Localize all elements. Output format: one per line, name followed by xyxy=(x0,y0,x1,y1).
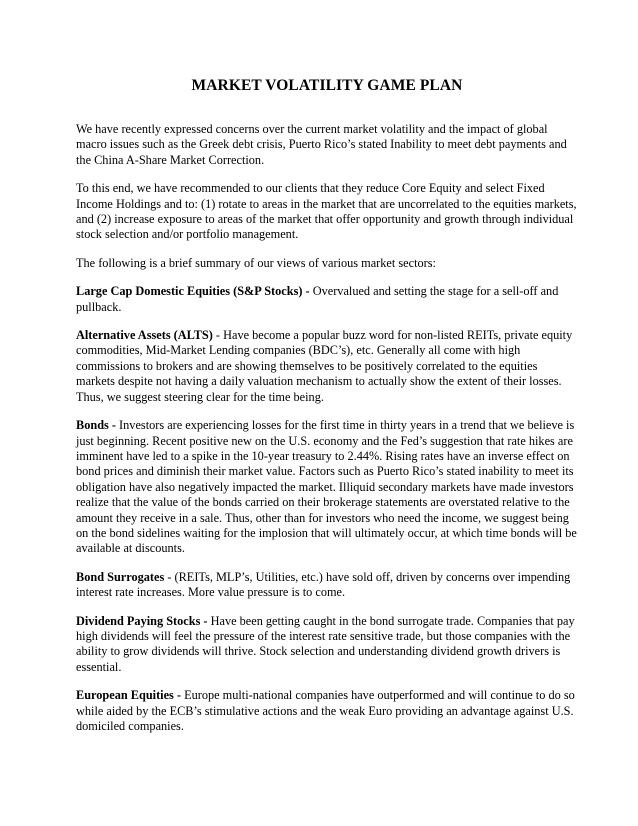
sector-heading: European Equities - xyxy=(76,688,182,703)
sector-paragraph-alts xyxy=(76,328,578,405)
sector-body: Europe multi-national companies have outperformed and will continue to do so while aided by the ECB’s stimulative actions and the weak Euro providing an advantage against U.S. domiciled companies. xyxy=(76,688,575,733)
sector-body: - (REITs, MLP’s, Utilities, etc.) have sold off, driven by concerns over impending interest rate increases. More value pressure is to come. xyxy=(76,569,571,600)
sector-paragraph-european-equities xyxy=(76,688,578,734)
sector-paragraph-large-cap xyxy=(76,284,578,315)
sector-body: Overvalued and setting the stage for a sell-off and pullback. xyxy=(76,284,559,314)
sector-body: - Have become a popular buzz word for non-listed REITs, private equity commodities, Mid-Market Lending companies (BDC’s), etc. Generally all come with high commissions to brokers and are showing themselves to be positively correlated to the equities markets despite not having a daily valuation mechanism to actually show the extent of their losses. Thus, we suggest steering clear for the time being. xyxy=(76,328,573,404)
sector-paragraph-bonds xyxy=(76,418,578,557)
sector-paragraph-bond-surrogates xyxy=(76,570,578,601)
document-title: MARKET VOLATILITY GAME PLAN xyxy=(191,77,463,94)
sector-heading: Large Cap Domestic Equities (S&P Stocks) - xyxy=(76,284,310,299)
sector-paragraph-dividend-stocks xyxy=(76,614,578,676)
intro-paragraph: To this end, we have recommended to our clients that they reduce Core Equity and select Fixed Income Holdings and to: (1) rotate to areas in the market that are uncorrelated to the equities markets, and (2) increase exposure to areas of the market that offer opportunity and growth through individual stock selection and/or portfolio management. xyxy=(76,181,577,242)
sector-heading: Bond Surrogates xyxy=(76,569,165,584)
sector-body: Have been getting caught in the bond surrogate trade. Companies that pay high dividends will feel the pressure of the interest rate sensitive trade, but those companies with the ability to grow dividends will thrive. Stock selection and understanding dividend growth drivers is essential. xyxy=(76,613,575,674)
sector-heading: Dividend Paying Stocks - xyxy=(76,613,208,628)
intro-paragraph: We have recently expressed concerns over the current market volatility and the impact of global macro issues such as the Greek debt crisis, Puerto Rico’s stated Inability to meet debt payments and the China A-Share Market Correction. xyxy=(76,122,567,167)
sector-heading: Bonds - xyxy=(76,418,116,433)
sector-heading: Alternative Assets (ALTS) xyxy=(76,328,213,343)
sector-body: Investors are experiencing losses for the first time in thirty years in a trend that we believe is just beginning. Recent positive new on the U.S. economy and the Fed’s suggestion that rate hikes are imminent have led to a spike in the 10-year treasury to 2.44%. Rising rates have an inverse effect on bond prices and diminish their market value. Factors such as Puerto Rico’s stated inability to meet its obligation have also negatively impacted the market. Illiquid secondary markets have made investors realize that the value of the bonds carried on their brokerage statements are overstated relative to the amount they receive in a sale. Thus, other than for investors who need the income, we suggest being on the bond sidelines waiting for the implosion that will ultimately occur, at which time bonds will be available at discounts. xyxy=(76,418,577,556)
intro-paragraph: The following is a brief summary of our views of various market sectors: xyxy=(76,255,436,270)
